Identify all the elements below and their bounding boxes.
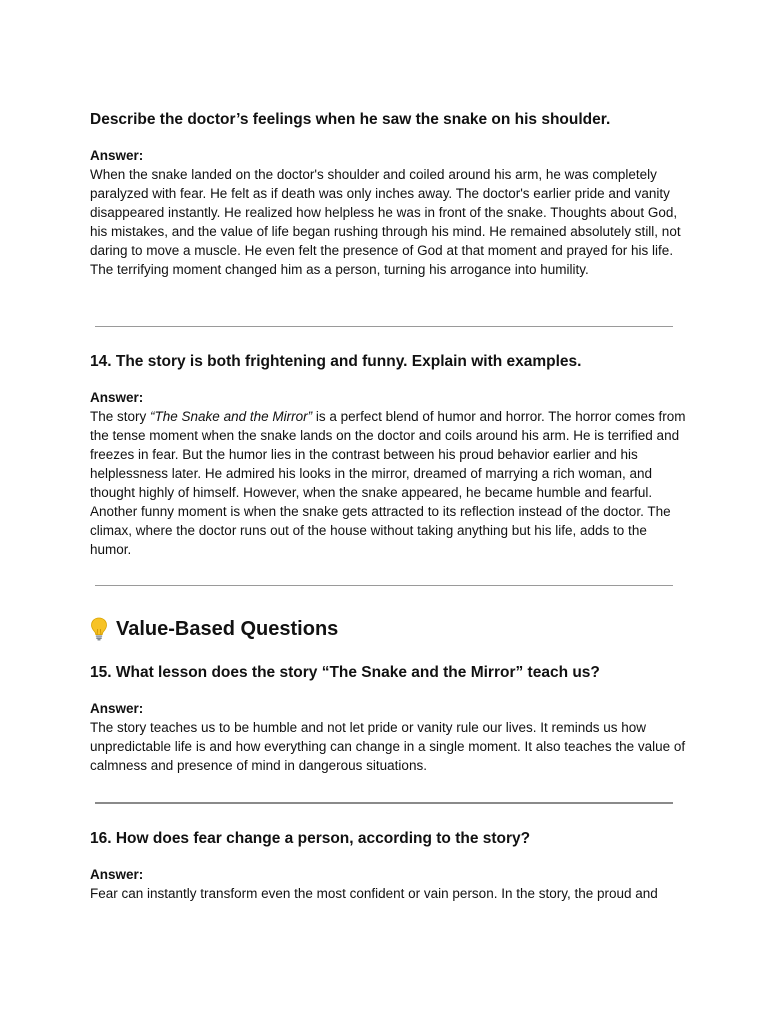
answer-prefix: The story (90, 409, 151, 424)
question-heading: 16. How does fear change a person, according to the story? (90, 830, 531, 847)
answer-label: Answer: (90, 867, 144, 882)
answer-label: Answer: (90, 701, 144, 716)
question-heading: Describe the doctor’s feelings when he saw the snake on his shoulder. (90, 111, 611, 128)
answer-text (90, 407, 686, 559)
lightbulb-icon (90, 616, 108, 642)
question-block-15 (90, 663, 686, 775)
answer-label: Answer: (90, 148, 144, 163)
section-heading-value-based (90, 616, 338, 642)
divider-line (95, 585, 673, 586)
question-block-14 (90, 352, 686, 559)
question-block-16 (90, 829, 686, 903)
answer-body: is a perfect blend of humor and horror. The horror comes from the tense moment when the snake lands on the doctor and coils around his arm. He is terrified and freezes in fear. But the humor lies in the contrast between his proud behavior earlier and his helplessness later. He admired his looks in the mirror, dreamed of marrying a rich woman, and thought highly of himself. However, when the snake appeared, he became humble and fearful. Another funny moment is when the snake gets attracted to its reflection instead of the doctor. The climax, where the doctor runs out of the house without taking anything but his life, adds to the humor. (90, 409, 686, 557)
question-heading: 14. The story is both frightening and funny. Explain with examples. (90, 353, 582, 370)
section-heading-text: Value-Based Questions (116, 618, 339, 640)
divider-line (95, 802, 673, 804)
answer-text: The story teaches us to be humble and not let pride or vanity rule our lives. It reminds us how unpredictable life is and how everything can change in a single moment. It also teaches the value of calmness and presence of mind in dangerous situations. (90, 720, 686, 773)
divider-line (95, 326, 673, 327)
answer-text: When the snake landed on the doctor's shoulder and coiled around his arm, he was completely paralyzed with fear. He felt as if death was only inches away. The doctor's earlier pride and vanity disappeared instantly. He realized how helpless he was in front of the snake. Thoughts about God, his mistakes, and the value of life began rushing through his mind. He remained absolutely still, not daring to move a muscle. He even felt the presence of God at that moment and prayed for his life. The terrifying moment changed him as a person, turning his arrogance into humility. (90, 167, 681, 277)
question-heading: 15. What lesson does the story “The Snake and the Mirror” teach us? (90, 664, 600, 681)
story-title: “The Snake and the Mirror” (150, 409, 313, 424)
answer-text: Fear can instantly transform even the most confident or vain person. In the story, the proud and (90, 886, 658, 901)
question-block-doctor-feelings (90, 110, 686, 279)
answer-label: Answer: (90, 390, 144, 405)
